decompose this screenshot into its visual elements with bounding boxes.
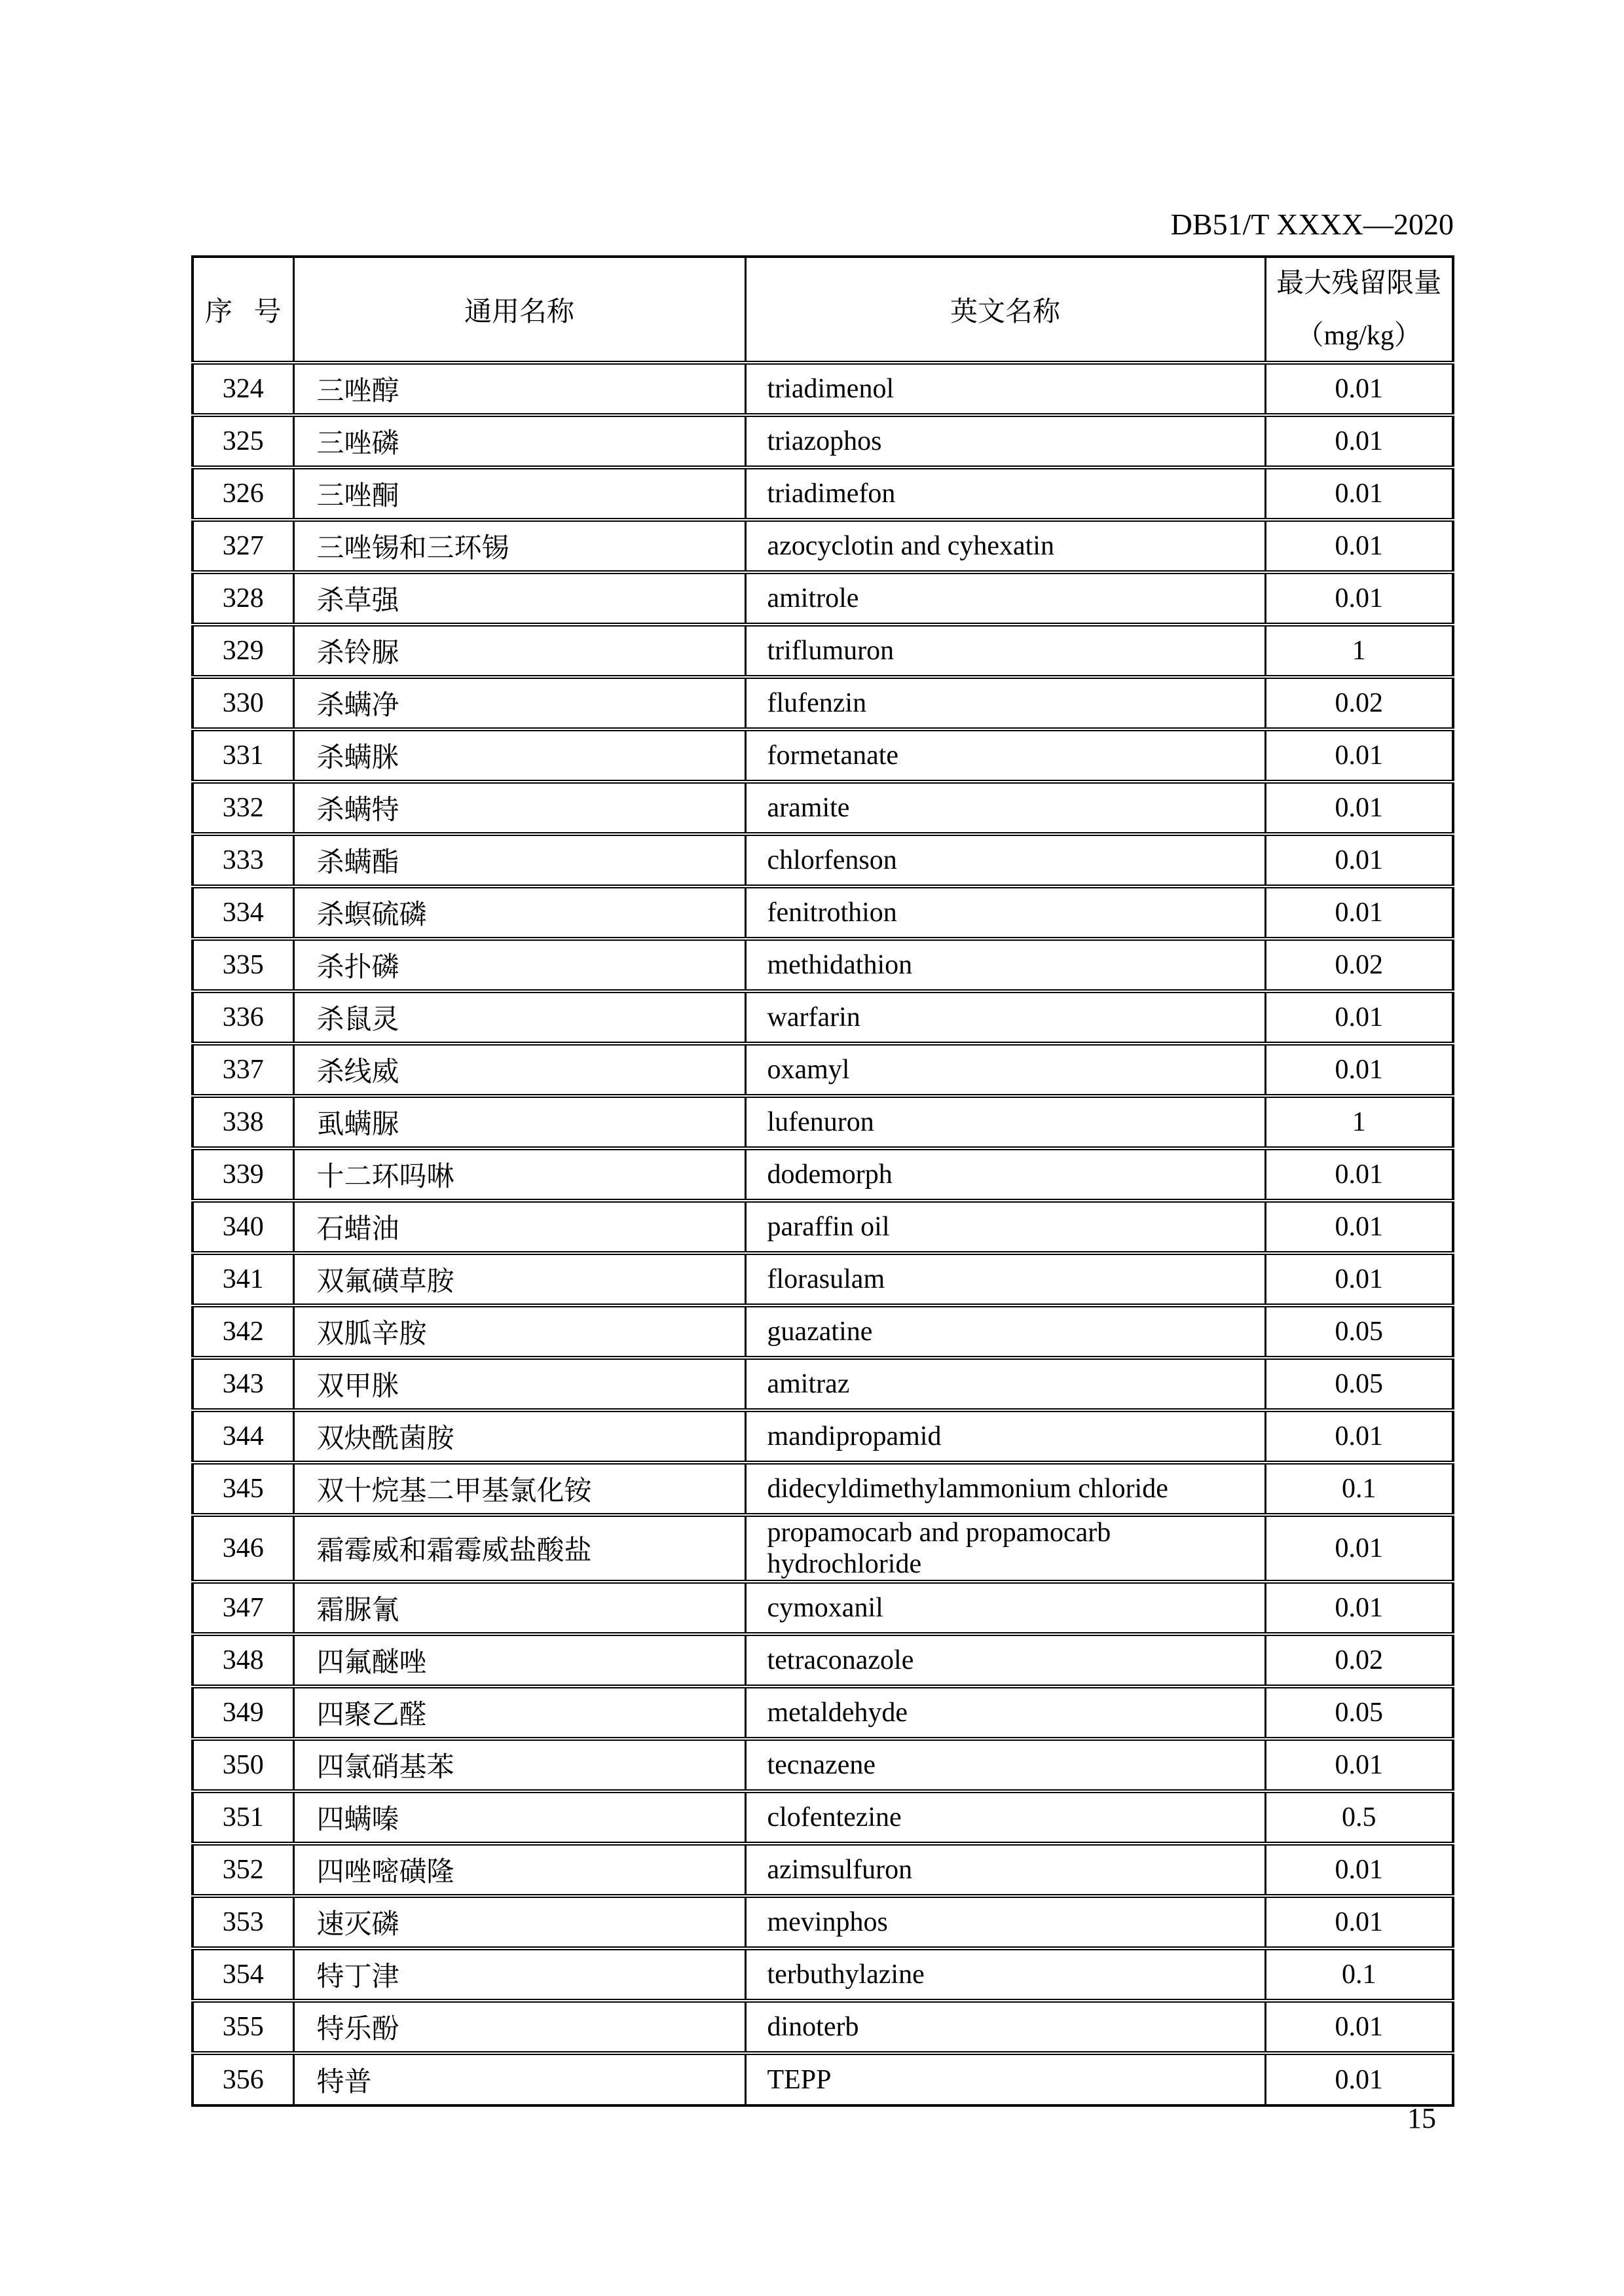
english-name-cell: lufenuron <box>745 1096 1265 1148</box>
mrl-value-cell: 0.01 <box>1265 467 1453 520</box>
english-name-cell: tetraconazole <box>745 1634 1265 1686</box>
row-number-cell: 340 <box>193 1201 293 1253</box>
row-number-cell: 336 <box>193 991 293 1044</box>
mrl-value-cell: 0.05 <box>1265 1305 1453 1358</box>
common-name-cell: 杀螨净 <box>293 677 745 729</box>
table-row <box>193 991 1453 1044</box>
mrl-value-cell: 0.01 <box>1265 1844 1453 1896</box>
english-name-cell: formetanate <box>745 729 1265 782</box>
row-number-cell: 329 <box>193 625 293 677</box>
english-name-cell: dodemorph <box>745 1148 1265 1201</box>
common-name-cell: 四螨嗪 <box>293 1791 745 1844</box>
table-header-row <box>193 257 1453 363</box>
row-number-cell: 342 <box>193 1305 293 1358</box>
common-name-cell: 杀螟硫磷 <box>293 886 745 939</box>
table-row <box>193 677 1453 729</box>
english-name-cell: florasulam <box>745 1253 1265 1305</box>
table-row <box>193 1358 1453 1410</box>
english-name-cell: dinoterb <box>745 2001 1265 2053</box>
page-number: 15 <box>1407 2102 1436 2134</box>
mrl-value-cell: 0.01 <box>1265 1582 1453 1634</box>
row-number-cell: 330 <box>193 677 293 729</box>
english-name-cell: chlorfenson <box>745 834 1265 886</box>
english-name-cell: tecnazene <box>745 1739 1265 1791</box>
common-name-cell: 杀草强 <box>293 572 745 625</box>
table-row <box>193 886 1453 939</box>
table-row <box>193 1515 1453 1582</box>
table-row <box>193 1844 1453 1896</box>
table-row <box>193 1896 1453 1948</box>
table-row <box>193 1634 1453 1686</box>
english-name-cell: propamocarb and propamocarb hydrochloride <box>745 1515 1265 1582</box>
row-number-cell: 349 <box>193 1686 293 1739</box>
english-name-cell: didecyldimethylammonium chloride <box>745 1463 1265 1515</box>
row-number-cell: 331 <box>193 729 293 782</box>
table-row <box>193 1463 1453 1515</box>
table-row <box>193 1305 1453 1358</box>
common-name-cell: 杀扑磷 <box>293 939 745 991</box>
mrl-value-cell: 0.01 <box>1265 415 1453 467</box>
common-name-cell: 杀线威 <box>293 1044 745 1096</box>
mrl-value-cell: 1 <box>1265 1096 1453 1148</box>
row-number-cell: 345 <box>193 1463 293 1515</box>
common-name-cell: 特乐酚 <box>293 2001 745 2053</box>
english-name-cell: amitraz <box>745 1358 1265 1410</box>
common-name-cell: 十二环吗啉 <box>293 1148 745 1201</box>
header-cell-no: 序 号 <box>193 257 293 363</box>
mrl-value-cell: 0.01 <box>1265 729 1453 782</box>
table-row <box>193 1582 1453 1634</box>
row-number-cell: 344 <box>193 1410 293 1463</box>
header-cell-english-name: 英文名称 <box>745 257 1265 363</box>
header-cell-common-name: 通用名称 <box>293 257 745 363</box>
english-name-cell: amitrole <box>745 572 1265 625</box>
table-row <box>193 467 1453 520</box>
mrl-value-cell: 0.01 <box>1265 1739 1453 1791</box>
row-number-cell: 326 <box>193 467 293 520</box>
common-name-cell: 三唑磷 <box>293 415 745 467</box>
english-name-cell: mevinphos <box>745 1896 1265 1948</box>
table-row <box>193 1253 1453 1305</box>
mrl-value-cell: 0.05 <box>1265 1686 1453 1739</box>
row-number-cell: 347 <box>193 1582 293 1634</box>
mrl-value-cell: 0.02 <box>1265 939 1453 991</box>
document-code: DB51/T XXXX—2020 <box>1170 208 1454 241</box>
table-row <box>193 1948 1453 2001</box>
mrl-value-cell: 1 <box>1265 625 1453 677</box>
common-name-cell: 双甲脒 <box>293 1358 745 1410</box>
english-name-cell: mandipropamid <box>745 1410 1265 1463</box>
common-name-cell: 双十烷基二甲基氯化铵 <box>293 1463 745 1515</box>
row-number-cell: 354 <box>193 1948 293 2001</box>
mrl-table <box>191 255 1454 2107</box>
mrl-value-cell: 0.01 <box>1265 572 1453 625</box>
common-name-cell: 四氯硝基苯 <box>293 1739 745 1791</box>
row-number-cell: 351 <box>193 1791 293 1844</box>
common-name-cell: 双氟磺草胺 <box>293 1253 745 1305</box>
row-number-cell: 355 <box>193 2001 293 2053</box>
mrl-value-cell: 0.01 <box>1265 2053 1453 2105</box>
table-row <box>193 415 1453 467</box>
table-row <box>193 520 1453 572</box>
common-name-cell: 杀螨酯 <box>293 834 745 886</box>
table-row <box>193 1096 1453 1148</box>
english-name-cell: metaldehyde <box>745 1686 1265 1739</box>
common-name-cell: 特丁津 <box>293 1948 745 2001</box>
row-number-cell: 335 <box>193 939 293 991</box>
mrl-value-cell: 0.01 <box>1265 886 1453 939</box>
table-row <box>193 625 1453 677</box>
row-number-cell: 328 <box>193 572 293 625</box>
row-number-cell: 332 <box>193 782 293 834</box>
mrl-value-cell: 0.01 <box>1265 834 1453 886</box>
table-row <box>193 363 1453 415</box>
mrl-value-cell: 0.02 <box>1265 677 1453 729</box>
english-name-cell: warfarin <box>745 991 1265 1044</box>
common-name-cell: 特普 <box>293 2053 745 2105</box>
table-row <box>193 1044 1453 1096</box>
row-number-cell: 353 <box>193 1896 293 1948</box>
common-name-cell: 四氟醚唑 <box>293 1634 745 1686</box>
header-mrl-title: 最大残留限量 <box>1276 268 1442 299</box>
row-number-cell: 327 <box>193 520 293 572</box>
table-row <box>193 1791 1453 1844</box>
mrl-value-cell: 0.5 <box>1265 1791 1453 1844</box>
mrl-value-cell: 0.01 <box>1265 363 1453 415</box>
table-row <box>193 2053 1453 2105</box>
common-name-cell: 三唑醇 <box>293 363 745 415</box>
mrl-value-cell: 0.01 <box>1265 520 1453 572</box>
header-cell-mrl <box>1265 257 1453 363</box>
common-name-cell: 石蜡油 <box>293 1201 745 1253</box>
mrl-value-cell: 0.01 <box>1265 782 1453 834</box>
common-name-cell: 虱螨脲 <box>293 1096 745 1148</box>
mrl-value-cell: 0.01 <box>1265 1410 1453 1463</box>
mrl-value-cell: 0.1 <box>1265 1463 1453 1515</box>
mrl-value-cell: 0.01 <box>1265 1148 1453 1201</box>
common-name-cell: 三唑锡和三环锡 <box>293 520 745 572</box>
english-name-cell: triazophos <box>745 415 1265 467</box>
table-row <box>193 729 1453 782</box>
english-name-cell: triadimenol <box>745 363 1265 415</box>
english-name-cell: triadimefon <box>745 467 1265 520</box>
mrl-value-cell: 0.01 <box>1265 2001 1453 2053</box>
english-name-cell: clofentezine <box>745 1791 1265 1844</box>
english-name-cell: azocyclotin and cyhexatin <box>745 520 1265 572</box>
header-mrl-unit: （mg/kg） <box>1296 320 1422 351</box>
table-header <box>193 257 1453 363</box>
table-row <box>193 1410 1453 1463</box>
row-number-cell: 341 <box>193 1253 293 1305</box>
common-name-cell: 速灭磷 <box>293 1896 745 1948</box>
common-name-cell: 四唑嘧磺隆 <box>293 1844 745 1896</box>
english-name-cell: fenitrothion <box>745 886 1265 939</box>
english-name-cell: triflumuron <box>745 625 1265 677</box>
table-row <box>193 1686 1453 1739</box>
english-name-cell: terbuthylazine <box>745 1948 1265 2001</box>
english-name-cell: cymoxanil <box>745 1582 1265 1634</box>
row-number-cell: 356 <box>193 2053 293 2105</box>
table-row <box>193 572 1453 625</box>
mrl-value-cell: 0.01 <box>1265 991 1453 1044</box>
common-name-cell: 三唑酮 <box>293 467 745 520</box>
row-number-cell: 325 <box>193 415 293 467</box>
table-row <box>193 1148 1453 1201</box>
common-name-cell: 杀铃脲 <box>293 625 745 677</box>
table-body <box>193 363 1453 2105</box>
table-row <box>193 2001 1453 2053</box>
english-name-cell: flufenzin <box>745 677 1265 729</box>
table-row <box>193 1201 1453 1253</box>
mrl-value-cell: 0.02 <box>1265 1634 1453 1686</box>
english-name-cell: oxamyl <box>745 1044 1265 1096</box>
english-name-cell: azimsulfuron <box>745 1844 1265 1896</box>
mrl-value-cell: 0.01 <box>1265 1515 1453 1582</box>
row-number-cell: 346 <box>193 1515 293 1582</box>
mrl-value-cell: 0.01 <box>1265 1896 1453 1948</box>
row-number-cell: 337 <box>193 1044 293 1096</box>
row-number-cell: 348 <box>193 1634 293 1686</box>
mrl-value-cell: 0.01 <box>1265 1044 1453 1096</box>
common-name-cell: 杀鼠灵 <box>293 991 745 1044</box>
row-number-cell: 324 <box>193 363 293 415</box>
row-number-cell: 333 <box>193 834 293 886</box>
common-name-cell: 杀螨脒 <box>293 729 745 782</box>
english-name-cell: TEPP <box>745 2053 1265 2105</box>
common-name-cell: 双胍辛胺 <box>293 1305 745 1358</box>
table-row <box>193 939 1453 991</box>
row-number-cell: 350 <box>193 1739 293 1791</box>
english-name-cell: guazatine <box>745 1305 1265 1358</box>
row-number-cell: 338 <box>193 1096 293 1148</box>
mrl-value-cell: 0.1 <box>1265 1948 1453 2001</box>
row-number-cell: 334 <box>193 886 293 939</box>
common-name-cell: 四聚乙醛 <box>293 1686 745 1739</box>
common-name-cell: 霜霉威和霜霉威盐酸盐 <box>293 1515 745 1582</box>
common-name-cell: 霜脲氰 <box>293 1582 745 1634</box>
common-name-cell: 双炔酰菌胺 <box>293 1410 745 1463</box>
table-row <box>193 782 1453 834</box>
mrl-value-cell: 0.01 <box>1265 1253 1453 1305</box>
row-number-cell: 352 <box>193 1844 293 1896</box>
table-row <box>193 834 1453 886</box>
common-name-cell: 杀螨特 <box>293 782 745 834</box>
row-number-cell: 339 <box>193 1148 293 1201</box>
mrl-value-cell: 0.01 <box>1265 1201 1453 1253</box>
english-name-cell: aramite <box>745 782 1265 834</box>
table-row <box>193 1739 1453 1791</box>
english-name-cell: paraffin oil <box>745 1201 1265 1253</box>
mrl-value-cell: 0.05 <box>1265 1358 1453 1410</box>
english-name-cell: methidathion <box>745 939 1265 991</box>
row-number-cell: 343 <box>193 1358 293 1410</box>
